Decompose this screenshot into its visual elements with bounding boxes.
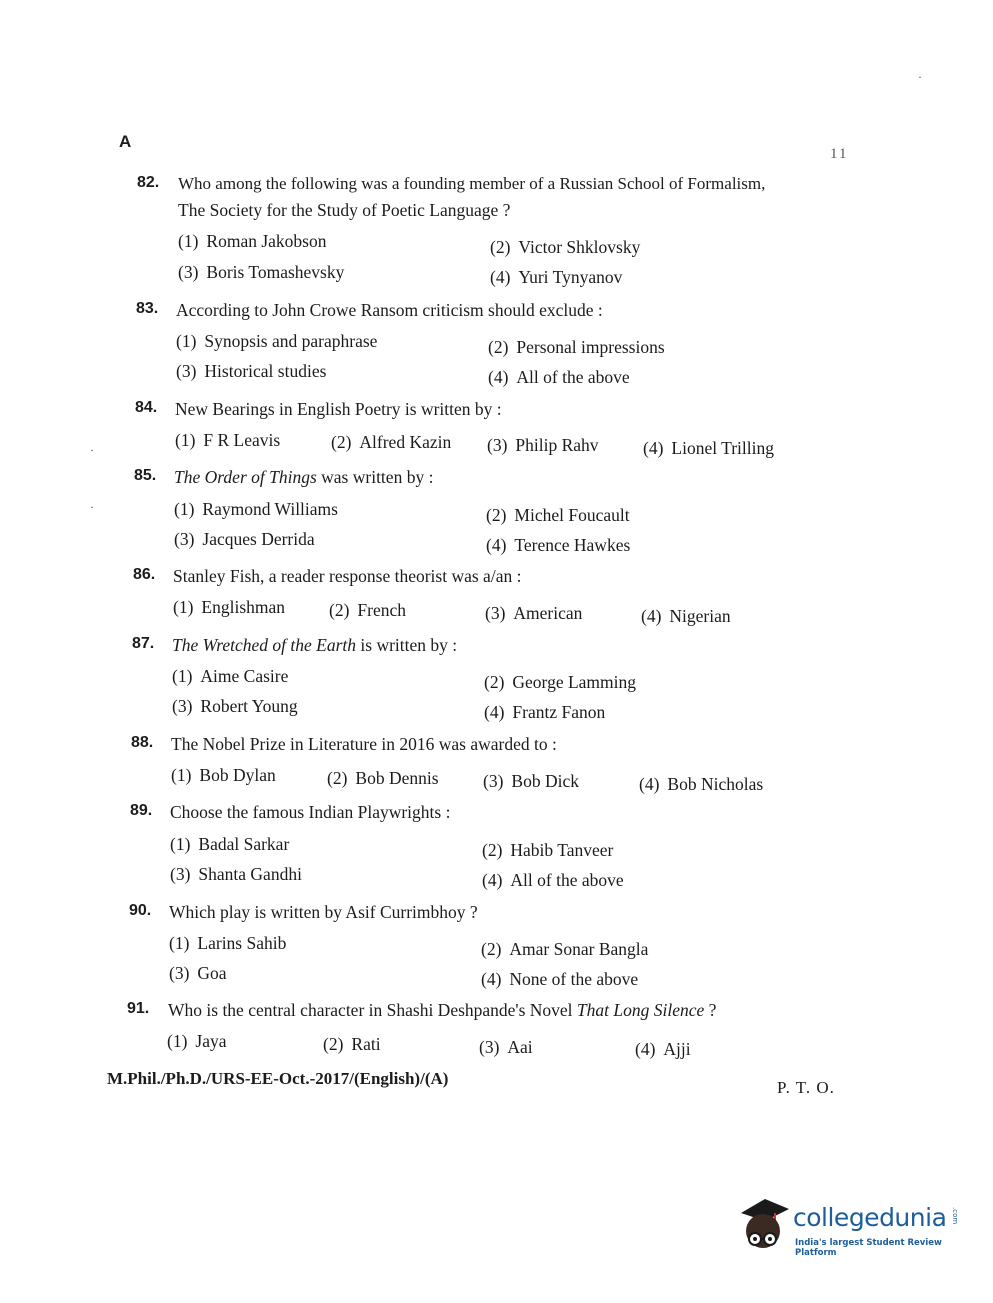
option-number: (3)	[178, 262, 199, 282]
set-code: A	[119, 132, 132, 151]
option-number: (3)	[174, 529, 195, 549]
question-text-line2: The Society for the Study of Poetic Language ?	[178, 200, 511, 220]
option-text: Bob Dylan	[199, 765, 276, 785]
option-3	[487, 435, 599, 456]
option-4	[641, 606, 731, 627]
question-text	[168, 1000, 716, 1021]
option-number: (4)	[486, 535, 507, 555]
option-2	[331, 432, 451, 453]
option-2	[490, 237, 640, 258]
paper-code: M.Phil./Ph.D./URS-EE-Oct.-2017/(English)/(A)	[107, 1069, 449, 1088]
option-number: (2)	[486, 505, 507, 525]
option-number: (4)	[481, 969, 502, 989]
option-4	[490, 267, 622, 288]
option-number: (2)	[329, 600, 350, 620]
option-text: Bob Dick	[511, 771, 579, 791]
option-number: (1)	[172, 666, 193, 686]
option-number: (3)	[483, 771, 504, 791]
scan-speck: ·	[90, 443, 94, 457]
question-text: According to John Crowe Ransom criticism should exclude :	[176, 300, 603, 320]
book-title: The Order of Things	[174, 467, 317, 487]
option-number: (4)	[490, 267, 511, 287]
option-number: (2)	[323, 1034, 344, 1054]
question-86	[0, 566, 993, 626]
option-number: (2)	[484, 672, 505, 692]
option-text: Robert Young	[200, 696, 298, 716]
option-text: Jaya	[195, 1031, 227, 1051]
option-2	[323, 1034, 381, 1055]
question-number: 89.	[130, 802, 153, 819]
option-4	[484, 702, 605, 723]
question-text: Stanley Fish, a reader response theorist was a/an :	[173, 566, 522, 586]
option-text: Englishman	[201, 597, 286, 617]
option-1	[178, 231, 326, 252]
option-1	[169, 933, 286, 954]
logo-wordmark: collegedunia	[793, 1203, 947, 1232]
question-number: 88.	[131, 734, 154, 751]
option-number: (1)	[174, 499, 195, 519]
option-number: (3)	[485, 603, 506, 623]
option-number: (3)	[169, 963, 190, 983]
option-text: Bob Dennis	[355, 768, 439, 788]
option-text: Lionel Trilling	[671, 438, 774, 458]
option-text: American	[513, 603, 583, 623]
option-2	[486, 505, 630, 526]
question-text	[172, 635, 457, 656]
option-number: (4)	[641, 606, 662, 626]
option-2	[329, 600, 406, 621]
question-text: Choose the famous Indian Playwrights :	[170, 802, 451, 822]
option-text: Aai	[507, 1037, 533, 1057]
option-3	[176, 361, 326, 382]
question-text: Who among the following was a founding member of a Russian School of Formalism,	[178, 174, 766, 193]
option-3	[170, 864, 302, 885]
option-text: All of the above	[510, 870, 624, 890]
option-text: None of the above	[509, 969, 639, 989]
question-text: Which play is written by Asif Currimbhoy ?	[169, 902, 478, 922]
option-number: (1)	[171, 765, 192, 785]
pto-label: P. T. O.	[777, 1078, 835, 1097]
option-text: Boris Tomashevsky	[206, 262, 345, 282]
option-text: Historical studies	[204, 361, 327, 381]
option-3	[172, 696, 298, 717]
option-3	[178, 262, 344, 283]
option-text: Victor Shklovsky	[518, 237, 641, 257]
logo-tagline: India's largest Student Review Platform	[795, 1238, 942, 1258]
option-3	[169, 963, 227, 984]
option-text: Personal impressions	[516, 337, 665, 357]
option-4	[482, 870, 624, 891]
option-1	[175, 430, 280, 451]
option-number: (4)	[635, 1039, 656, 1059]
question-number: 91.	[127, 1000, 150, 1017]
option-4	[481, 969, 638, 990]
option-text: Michel Foucault	[514, 505, 630, 525]
question-number: 85.	[134, 467, 157, 484]
question-82	[0, 174, 993, 287]
option-text: Yuri Tynyanov	[518, 267, 623, 287]
option-text: Frantz Fanon	[512, 702, 606, 722]
option-2	[327, 768, 439, 789]
option-text: Terence Hawkes	[514, 535, 631, 555]
option-1	[174, 499, 338, 520]
option-text: Shanta Gandhi	[198, 864, 302, 884]
question-91	[0, 1000, 993, 1059]
option-number: (1)	[169, 933, 190, 953]
option-number: (4)	[488, 367, 509, 387]
option-1	[176, 331, 377, 352]
question-text-rest: was written by :	[321, 467, 434, 487]
question-83	[0, 300, 993, 387]
option-text: Badal Sarkar	[198, 834, 290, 854]
option-3	[485, 603, 582, 624]
question-number: 90.	[129, 902, 152, 919]
option-number: (1)	[167, 1031, 188, 1051]
option-text: Synopsis and paraphrase	[204, 331, 378, 351]
question-84	[0, 399, 993, 458]
option-number: (1)	[170, 834, 191, 854]
question-number: 83.	[136, 300, 159, 317]
option-number: (3)	[487, 435, 508, 455]
option-number: (4)	[639, 774, 660, 794]
option-1	[173, 597, 285, 618]
option-number: (2)	[327, 768, 348, 788]
question-text: New Bearings in English Poetry is written by :	[175, 399, 502, 419]
question-text-end: ?	[708, 1000, 717, 1020]
option-text: Rati	[351, 1034, 381, 1054]
option-3	[479, 1037, 533, 1058]
option-number: (3)	[176, 361, 197, 381]
option-2	[482, 840, 613, 861]
option-text: F R Leavis	[203, 430, 281, 450]
book-title: That Long Silence	[576, 1000, 705, 1020]
option-1	[170, 834, 289, 855]
question-text: The Nobel Prize in Literature in 2016 was awarded to :	[171, 734, 557, 754]
option-number: (1)	[173, 597, 194, 617]
question-85	[0, 467, 993, 555]
option-number: (4)	[643, 438, 664, 458]
option-text: Amar Sonar Bangla	[509, 939, 649, 959]
option-text: French	[357, 600, 407, 620]
option-text: George Lamming	[512, 672, 637, 692]
option-text: Raymond Williams	[202, 499, 338, 519]
option-number: (2)	[331, 432, 352, 452]
option-2	[481, 939, 648, 960]
option-number: (1)	[178, 231, 199, 251]
option-number: (3)	[479, 1037, 500, 1057]
option-text: Bob Nicholas	[667, 774, 764, 794]
question-90	[0, 902, 993, 989]
question-number: 84.	[135, 399, 158, 416]
option-number: (3)	[170, 864, 191, 884]
logo-com: .com	[951, 1207, 959, 1225]
option-text: Larins Sahib	[197, 933, 287, 953]
option-number: (4)	[484, 702, 505, 722]
option-number: (2)	[490, 237, 511, 257]
option-3	[483, 771, 579, 792]
question-89	[0, 802, 993, 890]
option-4	[635, 1039, 691, 1060]
option-1	[167, 1031, 227, 1052]
option-text: Ajji	[663, 1039, 691, 1059]
option-number: (1)	[175, 430, 196, 450]
option-text: Nigerian	[669, 606, 731, 626]
question-text	[174, 467, 433, 488]
option-number: (2)	[488, 337, 509, 357]
option-3	[174, 529, 315, 550]
book-title: The Wretched of the Earth	[172, 635, 357, 655]
option-text: Habib Tanveer	[510, 840, 614, 860]
option-text: All of the above	[516, 367, 630, 387]
option-text: Roman Jakobson	[206, 231, 327, 251]
option-text: Philip Rahv	[515, 435, 599, 455]
option-4	[486, 535, 630, 556]
question-88	[0, 734, 993, 794]
page-number: 11	[830, 146, 849, 162]
option-text: Alfred Kazin	[359, 432, 452, 452]
question-87	[0, 635, 993, 722]
mascot-icon	[735, 1195, 793, 1257]
option-number: (2)	[482, 840, 503, 860]
scan-speck: ·	[918, 70, 922, 84]
question-number: 86.	[133, 566, 156, 583]
option-number: (3)	[172, 696, 193, 716]
option-text: Jacques Derrida	[202, 529, 315, 549]
scan-speck: ·	[90, 500, 94, 514]
option-1	[171, 765, 276, 786]
option-4	[639, 774, 763, 795]
option-number: (4)	[482, 870, 503, 890]
option-2	[484, 672, 636, 693]
option-2	[488, 337, 665, 358]
option-text: Aime Casire	[200, 666, 289, 686]
collegedunia-logo	[735, 1195, 965, 1265]
option-1	[172, 666, 288, 687]
option-4	[643, 438, 774, 459]
question-number: 82.	[137, 174, 160, 191]
question-text-rest: is written by :	[360, 635, 458, 655]
option-text: Goa	[197, 963, 227, 983]
question-text-start: Who is the central character in Shashi Deshpande's Novel	[168, 1000, 573, 1020]
question-number: 87.	[132, 635, 155, 652]
option-number: (2)	[481, 939, 502, 959]
option-4	[488, 367, 630, 388]
option-number: (1)	[176, 331, 197, 351]
